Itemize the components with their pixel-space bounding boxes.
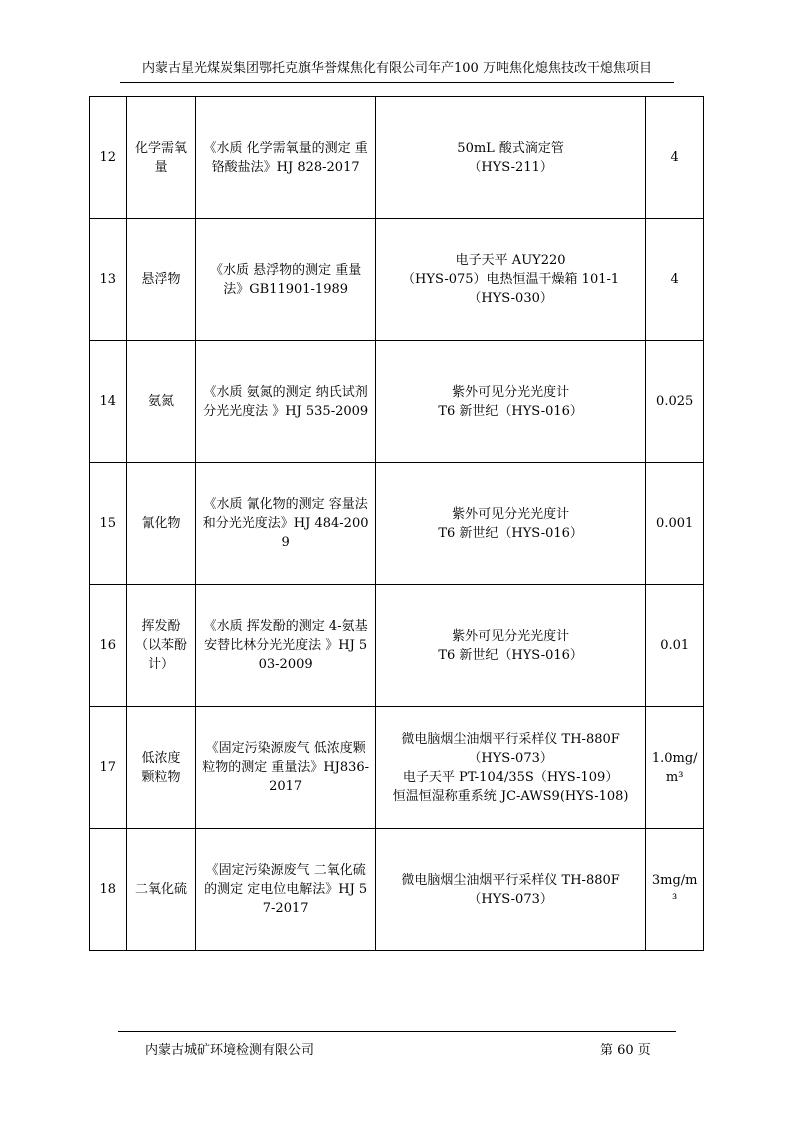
detection-limit: 4 xyxy=(646,97,704,219)
instrument: 微电脑烟尘油烟平行采样仪 TH-880F （HYS-073） 电子天平 PT-104/35S（HYS-109） 恒温恒湿称重系统 JC-AWS9(HYS-108) xyxy=(375,707,645,829)
instrument: 紫外可见分光光度计 T6 新世纪（HYS-016） xyxy=(375,341,645,463)
page-number: 第 60 页 xyxy=(600,1043,651,1058)
row-number: 17 xyxy=(90,707,127,829)
table-row xyxy=(90,585,704,707)
detection-limit: 0.01 xyxy=(646,585,704,707)
test-item: 氨氮 xyxy=(126,341,196,463)
test-method: 《水质 氰化物的测定 容量法和分光光度法》HJ 484-2009 xyxy=(196,463,376,585)
table-row xyxy=(90,829,704,951)
test-method: 《水质 悬浮物的测定 重量法》GB11901-1989 xyxy=(196,219,376,341)
test-method-table xyxy=(89,96,704,951)
test-item: 挥发酚 （以苯酚 计） xyxy=(126,585,196,707)
header-divider xyxy=(120,82,674,83)
table-row xyxy=(90,219,704,341)
row-number: 14 xyxy=(90,341,127,463)
instrument: 电子天平 AUY220 （HYS-075）电热恒温干燥箱 101-1 （HYS-030） xyxy=(375,219,645,341)
test-item: 低浓度 颗粒物 xyxy=(126,707,196,829)
test-item: 二氧化硫 xyxy=(126,829,196,951)
row-number: 16 xyxy=(90,585,127,707)
row-number: 12 xyxy=(90,97,127,219)
footer-divider xyxy=(118,1031,676,1032)
row-number: 15 xyxy=(90,463,127,585)
test-method: 《水质 挥发酚的测定 4-氨基安替比林分光光度法 》HJ 503-2009 xyxy=(196,585,376,707)
test-method: 《水质 化学需氧量的测定 重铬酸盐法》HJ 828-2017 xyxy=(196,97,376,219)
table-row xyxy=(90,707,704,829)
row-number: 18 xyxy=(90,829,127,951)
detection-limit: 3mg/m³ xyxy=(646,829,704,951)
detection-limit: 4 xyxy=(646,219,704,341)
test-item: 悬浮物 xyxy=(126,219,196,341)
table-row xyxy=(90,97,704,219)
instrument: 紫外可见分光光度计 T6 新世纪（HYS-016） xyxy=(375,463,645,585)
footer-company: 内蒙古城矿环境检测有限公司 xyxy=(145,1043,315,1058)
test-item: 氰化物 xyxy=(126,463,196,585)
instrument: 50mL 酸式滴定管 （HYS-211） xyxy=(375,97,645,219)
table-row xyxy=(90,463,704,585)
test-method: 《水质 氨氮的测定 纳氏试剂分光光度法 》HJ 535-2009 xyxy=(196,341,376,463)
table-row xyxy=(90,341,704,463)
detection-limit: 1.0mg/m³ xyxy=(646,707,704,829)
page-header: 内蒙古星光煤炭集团鄂托克旗华誉煤焦化有限公司年产100 万吨焦化熄焦技改干熄焦项目 xyxy=(142,61,652,76)
row-number: 13 xyxy=(90,219,127,341)
instrument: 紫外可见分光光度计 T6 新世纪（HYS-016） xyxy=(375,585,645,707)
instrument: 微电脑烟尘油烟平行采样仪 TH-880F （HYS-073） xyxy=(375,829,645,951)
test-item: 化学需氧 量 xyxy=(126,97,196,219)
detection-limit: 0.001 xyxy=(646,463,704,585)
detection-limit: 0.025 xyxy=(646,341,704,463)
test-method: 《固定污染源废气 二氧化硫的测定 定电位电解法》HJ 57-2017 xyxy=(196,829,376,951)
test-method: 《固定污染源废气 低浓度颗粒物的测定 重量法》HJ836-2017 xyxy=(196,707,376,829)
